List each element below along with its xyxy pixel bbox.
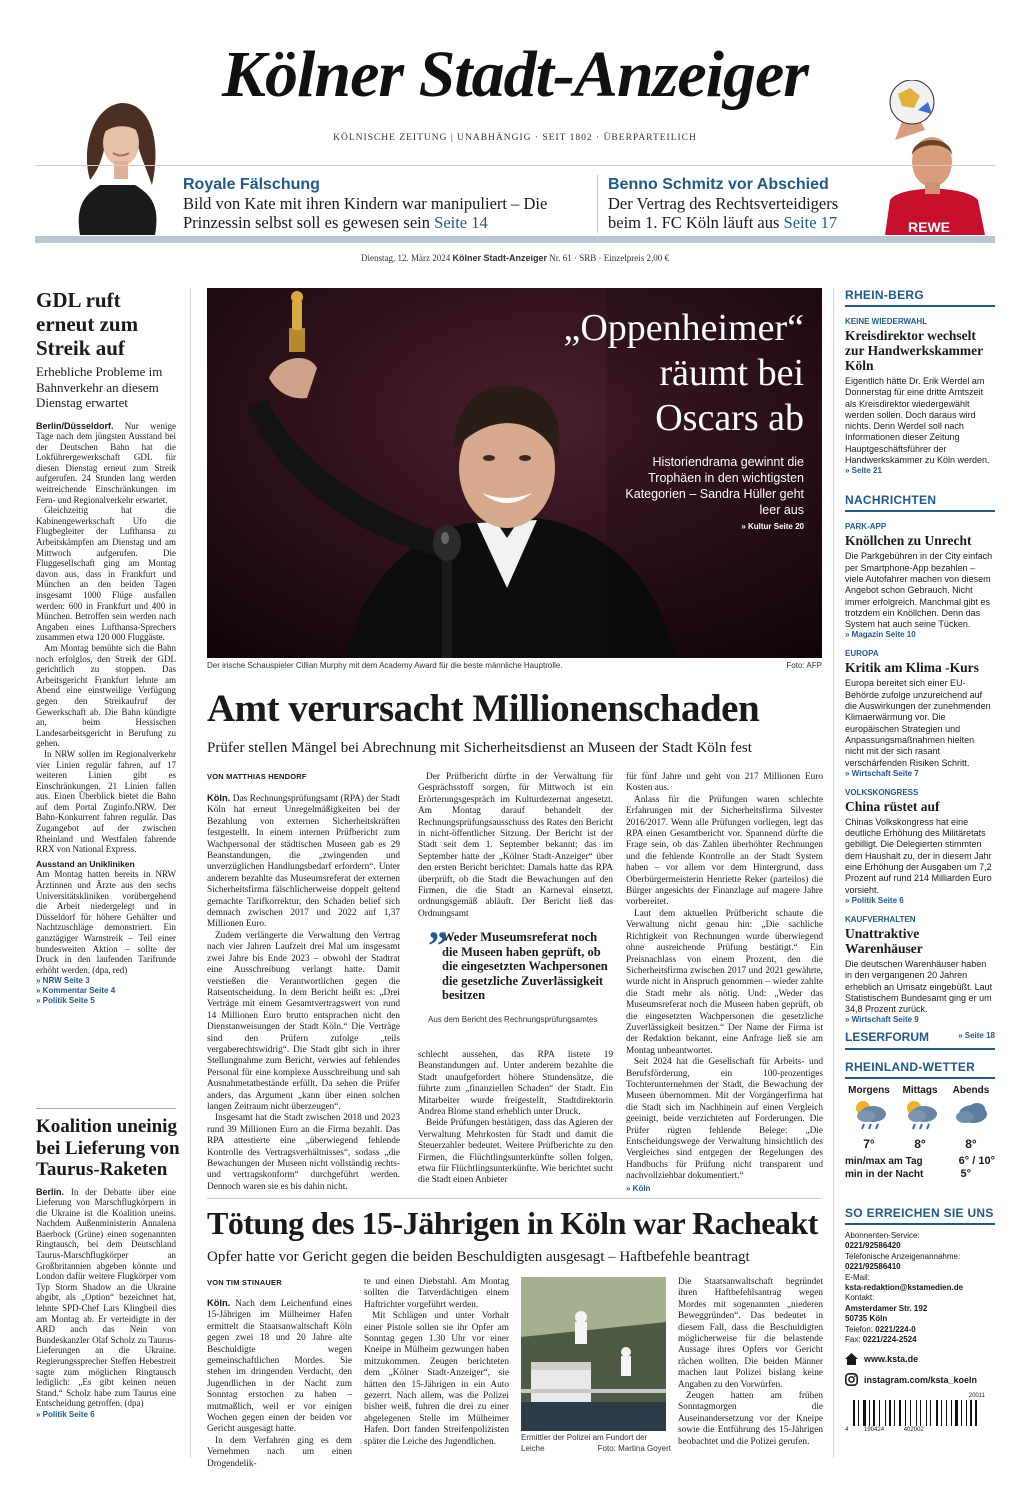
barcode-bar	[941, 1400, 942, 1426]
barcode-bar	[916, 1400, 917, 1426]
gdl-ref-nrw[interactable]: » NRW Seite 3	[36, 976, 90, 986]
amt-col2: Der Prüfbericht dürfte in der Verwaltung für Gesprächsstoff sorgen, für Mittwoch ist ein Erörterungsgespräch im Kulturdezernat angesetzt. Am Montag darauf behandelt der Rechnungsprüfungsausschuss des Rates den Bericht in nicht-öffentlicher Sitzung. Der Bericht ist der Stadt seit dem 1. September bekannt; das im September hatte der „Kölner Stadt-Anzeiger“ über den ersten Bericht berichtet: Damals hatte das RPA überprüft, ob die Stadt die Bewachungen auf den Firmen, die die Stadt an Karneval einsetzt, ordnungsgemäß abläuft. Der Bericht ließ das Ordnungsamt	[418, 772, 613, 919]
amt-subhead: Prüfer stellen Mängel bei Abrechnung mit Sicherheitsdienst an Museen der Stadt Köln fest	[207, 740, 752, 756]
weather-mittags: Mittags 8°	[896, 1085, 944, 1151]
amt-col1: Köln. Das Rechnungsprüfungsamt (RPA) der Stadt Köln hat erneut Unregelmäßigkeiten bei der Bezahlung von externen Sicherheitskräften festgestellt. In einem internen Prüfbericht zum Wachpersonal der städtischen Museen gab es 29 Beanstandungen, die „zwingenden und unverzüglichen Handlungsbedarf erfordern“. Unter anderem bezahlte das Museumsreferat der externen Sicherheitsfirma fälschlicherweise doppelt geltend gemachte Tarifkorrektur, den Schaden belief sich demnach zwischen 2017 und 2022 auf 1,37 Millionen Euro. Zudem verlängerte die Verwaltung den Vertrag nach vier Jahren Laufzeit drei Mal um insgesamt zwei Jahre bis Ende 2023 – obwohl der Stadtrat eine Ausschreibung verlangt hatte. Damit verstießen die Verantwortlichen gegen die Ratsentscheidung. In dem Bericht heißt es: „Drei Verträge mit einem Gesamtvertragswert von rund 14 Millionen Euro brutto entsprachen nicht den Dienstanweisungen der Stadt Köln.“ Die Verträge sind den Prüfern zufolge „teils vergaberechtswidrig“. Die Stadt gibt sich in ihrer Stellungnahme zum Bericht, verwies auf fehlendes Personal für eine komplexe Ausschreibung und sah Ausnahmetatbestände erfüllt. Da sehen die Prüfer anders, das Argument „kann über einen solchen langen Zeitraum nicht überzeugen“. Insgesamt hat die Stadt zwischen 2018 und 2023 rund 39 Millionen Euro an die Firma bezahlt. Das RPA attestierte eine „überwiegend fehlende Kontrolle des Vertragsverhältnisses“, sodass „die Bewachungen der Museen nicht vollständig rechts- und vertragskonform“ durchgeführt werden. Dennoch waren sie es bis dahin nicht.	[207, 793, 400, 1192]
leserforum-ref[interactable]: » Seite 18	[958, 1031, 995, 1040]
toetung-subhead: Opfer hatte vor Gericht gegen die beiden Beschuldigten ausgesagt – Haftbefehle beantragt	[207, 1249, 750, 1265]
toetung-headline: Tötung des 15-Jährigen in Köln war Racheakt	[207, 1205, 818, 1241]
weather-row	[845, 1085, 995, 1151]
barcode-bar	[856, 1400, 857, 1426]
barcode-bar	[910, 1400, 911, 1426]
barcode-bar	[887, 1400, 888, 1426]
masthead-tagline: KÖLNISCHE ZEITUNG | UNABHÄNGIG · SEIT 1802 · ÜBERPARTEILICH	[333, 133, 697, 143]
barcode-bar	[978, 1400, 979, 1426]
weather-minmax: min/max am Tag 6° / 10° min in der Nacht 5°	[845, 1155, 995, 1180]
home-icon	[845, 1353, 858, 1365]
taurus-body: Berlin. In der Debatte über eine Lieferung von Marschflugkörpern in die Ukraine ist die Koalition uneins. Nachdem Außenministerin Annalena Baerbock (Grüne) einen sogenannten Ringtausch, bei dem Deutschland Taurus-Marschflugkörper an Großbritannien abgeben könnte und London dafür weitere Flugkörper vom Typ Storm Shadow an die Ukraine abgibt, als „Option“ bezeichnet hat, lehnte SPD-Chef Lars Klingbeil dies am Montag ab. Er verteidigte in der ARD auch das Nein von Bundeskanzler Olaf Scholz zu Taurus-Lieferungen an die Ukraine. Regierungssprecher Steffen Hebestreit sagte zum möglichen Ringtausch lediglich: „Es gibt keinen neuen Stand.“ Scholz habe zum Taurus eine Entscheidung getroffen. (dpa) » Politik Seite 6	[36, 1186, 176, 1419]
amt-pullquote	[428, 923, 608, 1025]
amt-col2b: schlecht aussehen, das RPA listete 19 Beanstandungen auf. Unter anderem bezahlte die Stadt unaufgefordert höhere Stundensätze, die führte zum „finanziellen Schaden“ der Stadt. Ein Mitarbeiter wurde freigestellt, Stadtdirektorin Andrea Blome stand erheblich unter Druck. Beide Prüfungen bestätigen, dass das Agieren der Verwaltung Mehrkosten für Stadt und damit die Steuerzahler bedeutet. Weitere Prüfberichte zu den Firmen, die Flüchtlingsunterkünfte sollen folgen, etwa für Flüchtlingsunterkünfte. Wie berichtet sucht die Stadt einen Anbieter	[418, 1050, 613, 1186]
amt-ref[interactable]: » Köln	[626, 1183, 651, 1192]
barcode-bar	[951, 1400, 952, 1426]
barcode-bar	[966, 1400, 967, 1426]
brief-parkapp-ref[interactable]: » Magazin Seite 10	[845, 630, 916, 640]
brief-china: VOLKSKONGRESS China rüstet auf Chinas Volkskongress hat eine deutliche Erhöhung des Militäretats gebilligt. Die Delegierten stimmten dem Haushalt zu, der in diesem Jahr eine Erhöhung der Ausgaben um 7,2 Prozent auf rund 214 Milliarden Euro vorsieht. » Politik Seite 6	[845, 788, 995, 905]
toetung-col1: Köln. Nach dem Leichenfund eines 15-Jährigen im Mülheimer Hafen ermittelt die Staatsanwaltschaft Köln gegen zwei 18 und 20 Jahre alte Beschuldigte wegen gemeinschaftlichen Mordes. Sie stehen im dringenden Verdacht, den Jugendlichen in der Nacht zum Sonntag erstochen zu haben – mutmaßlich, weil er vor einigen Wochen gegen einen der beiden vor Gericht ausgesagt hatte. In dem Verfahren ging es dem Vernehmen nach um einen Drogendelik-	[207, 1298, 352, 1468]
quote-icon: ”	[428, 923, 448, 968]
barcode-bar	[863, 1400, 866, 1426]
rain-sun-icon	[849, 1098, 889, 1132]
brief-europa: EUROPA Kritik am Klima -Kurs Europa bereitet sich einer EU-Behörde zufolge unzureichend auf die Auswirkungen der zunehmenden Klimaerwärmung vor. Die europäischen Strategien und Anpassungsmaßnahmen hielten nicht mit der sich rasant verschärfenden Risiken Schritt. » Wirtschaft Seite 7	[845, 649, 995, 777]
barcode-bar	[932, 1400, 935, 1426]
barcode-bar	[858, 1400, 859, 1426]
contact-box	[845, 1206, 995, 1436]
gdl-ref-kommentar[interactable]: » Kommentar Seite 4	[36, 986, 116, 996]
weather-title: RHEINLAND-WETTER	[845, 1060, 995, 1079]
barcode-bar	[894, 1400, 895, 1426]
masthead	[0, 0, 1029, 245]
barcode-bar	[873, 1400, 875, 1426]
toetung-col3: Die Staatsanwaltschaft begründet ihren Haftbefehlsantrag wegen Mordes mit sogenannten „niederen Beweggründen“. Das bedeutet in diesem Fall, dass die Beschuldigten möglicherweise für die belastende Aussage ihres Opfers vor Gericht rächen wollten. Die beiden Männer machen laut Polizei bislang keine Angaben zu den Vorwürfen. Zeugen hatten am frühen Sonntagmorgen die Auseinandersetzung vor der Kneipe sowie die Entführung des 15-Jährigen beobachtet und die Polizei gerufen.	[678, 1277, 823, 1447]
barcode-bar	[948, 1400, 950, 1426]
barcode-bar	[867, 1400, 868, 1426]
barcode-bar	[930, 1400, 931, 1426]
amt-quote-text: Weder Museumsreferat noch die Museen haben geprüft, ob die eingesetzten Wachpersonen die gesetzliche Zuverlässigkeit besitzen	[442, 930, 608, 1002]
gdl-body: Berlin/Düsseldorf. Nur wenige Tage nach dem jüngsten Ausstand bei der Deutschen Bahn hat die Lokführergewerkschaft GDL für diesen Dienstag erneut zum Streik aufgerufen. 24 Stunden lang werden weitreichende Einschränkungen im Fern- und Regionalverkehr erwartet. Gleichzeitig hat die Kabinengewerkschaft Ufo die Flugbegleiter der Lufthansa zu Arbeitskämpfen am Dienstag und am Mittwoch aufgerufen. Die Fluggesellschaft ging am Montag davon aus, dass in Frankfurt und München an den beiden Tagen insgesamt 1000 Flüge ausfallen werden: 600 in Frankfurt und 400 in München. Betroffen sein werden nach Angaben eines Lufthansa-Sprechers zusammen etwa 120 000 Fluggäste. Am Montag bemühte sich die Bahn noch erfolglos, den Streik der GDL gerichtlich zu stoppen. Das Arbeitsgericht Frankfurt lehnte am Abend eine einstweilige Verfügung gegen den Streikaufruf der Gewerkschaft ab. Die Bahn kündigte an, beim Hessischen Landesarbeitsgericht in Berufung zu gehen. In NRW sollen im Regionalverkehr vier Linien regulär fahren, auf 17 weiteren Linien gibt es Einschränkungen, 21 Linien fallen aus. Einen Überblick bietet die Bahn auf dem Portal Zuginfo.NRW. Der Bahn-Konkurrent fahren regulär. Das Zugangebot auf der zwischen Rheinland und Westfalen fahrende RRX von National Express. Ausstand an Unikliniken Am Montag hatten bereits in NRW Ärztinnen und Ärzte aus den sechs Universitätskliniken vorübergehend die Arbeit niedergelegt und in Düsseldorf für höhere Gehälter und Nachtzuschläge demonstriert. Ein ganztägiger Warnstreik – Teil einer bundesweiten Aktion – sollte der Druck in den laufenden Tarifrunde erhöht werden. (dpa, red) » NRW Seite 3 » Kommentar Seite 4 » Politik Seite 5	[36, 420, 176, 1006]
gdl-subhead: Erhebliche Probleme im Bahnverkehr an diesem Dienstag erwartet	[36, 364, 163, 410]
article-gdl	[36, 288, 196, 1006]
weather-morgens: Morgens 7°	[848, 1085, 890, 1151]
right-col-rule	[833, 288, 834, 1458]
barcode-bar	[892, 1400, 893, 1426]
teaser-benno-kicker: Benno Schmitz vor Abschied	[608, 176, 829, 193]
barcode-bar	[953, 1400, 954, 1426]
barcode-bar	[928, 1400, 929, 1426]
barcode-bar	[926, 1400, 927, 1426]
barcode-bar	[889, 1400, 891, 1426]
barcode-bar	[943, 1400, 945, 1426]
barcode-bars	[853, 1400, 993, 1426]
toetung-byline: VON TIM STINAUER	[207, 1278, 282, 1287]
brief-china-ref[interactable]: » Politik Seite 6	[845, 895, 904, 905]
barcode-bar	[881, 1400, 884, 1426]
teaser-benno-ref[interactable]: Seite 17	[783, 213, 838, 232]
brief-werdel-ref[interactable]: » Seite 21	[845, 466, 882, 476]
barcode-bar	[923, 1400, 925, 1426]
barcode-bar	[907, 1400, 910, 1426]
teaser-divider	[597, 175, 598, 233]
teaser-royal[interactable]	[183, 175, 583, 232]
contact-title: SO ERREICHEN SIE UNS	[845, 1206, 995, 1225]
barcode-bar	[968, 1400, 969, 1426]
weather-abends: Abends 8°	[952, 1085, 990, 1151]
kate-photo	[60, 85, 175, 235]
barcode-bar	[871, 1400, 872, 1426]
amt-col3: für fünf Jahre und geht von 217 Millionen Euro Kosten aus. Anlass für die Prüfungen waren schlechte Erfahrungen mit der Sicherheitsfirma Silvester 2016/2017. Wenn alle Prüfungen vorliegen, legt das RPA einen Gesamtbericht vor. Spannend dürfte die Frage sein, ob das Zahlen überhöhter Rechnungen und die fehlende Kontrolle an der Stadt System haben – vor allem vor dem Hintergrund, dass Oberbürgermeisterin Henriette Reker (parteilos) die Bürger angesichts der Finanzlage auf magere Jahre vorbereitet. Laut dem aktuellen Prüfbericht schaute die Verwaltung nicht genau hin: „Die sachliche Richtigkeit von Rechnungen wurde überwiegend ohne ausreichende Prüfung bestätigt.“ Ein Preisnachlass von einem Prozent, den die Sicherheitsfirma zwischen 2017 und 2021 gewährte, wurde nicht in Anspruch genommen – wieder zahlte die Stadt mehr als nötig. Und: „Weder das Museumsreferat noch die Museen haben geprüft, ob die eingesetzten Wachpersonen die gesetzliche Zuverlässigkeit besitzen.“ Der Name der Firma ist der Redaktion bekannt, eine Anfrage ließ sie am Montag unbeantwortet. Seit 2024 hat die Gesellschaft für Arbeits- und Berufsförderung, ein 100-prozentiges Tochterunternehmen der Stadt, die Bewachung der Museen übernommen. Mit der Vorgängerfirma hat die Stadt sich im Nachhinein auf einen Vergleich geeinigt, beide verzichteten auf Forderungen. Die Prüfer rügten fehlende Belege: „Die Entscheidungswege der Verwaltung hinsichtlich des Vergleiches sind entgegen der Regelungen des Handbuchs für Prüfung nicht transparent und nachvollziehbar dokumentiert.“ » Köln	[626, 772, 823, 1192]
weather-box	[845, 1060, 995, 1181]
leserforum[interactable]	[845, 1028, 995, 1050]
barcode-bar	[955, 1400, 958, 1426]
amt-rule	[207, 1198, 822, 1199]
barcode-bar	[959, 1400, 960, 1426]
lead-title: „Oppenheimer“ räumt bei Oscars ab	[563, 307, 804, 439]
barcode-bar	[973, 1400, 974, 1426]
barcode-bar	[920, 1400, 922, 1426]
left-col-rule	[190, 288, 191, 1458]
barcode-bar	[975, 1400, 977, 1426]
brief-warenhaeuser: KAUFVERHALTEN Unattraktive Warenhäuser Die deutschen Warenhäuser haben in den vergangenen 20 Jahren erheblich an Umsatz eingebüßt. Laut Statistischem Bundesamt ging er um 34,8 Prozent zurück. » Wirtschaft Seite 9	[845, 915, 995, 1024]
lead-ref[interactable]: » Kultur Seite 20	[741, 522, 804, 531]
teaser-royal-ref[interactable]: Seite 14	[434, 213, 488, 232]
lead-credit: Foto: AFP	[786, 661, 822, 670]
instagram-icon	[845, 1373, 858, 1386]
masthead-rule	[35, 165, 995, 166]
barcode-bar	[918, 1400, 919, 1426]
toetung-photo	[521, 1277, 666, 1431]
barcode-bar	[885, 1400, 886, 1426]
amt-byline: VON MATTHIAS HENDORF	[207, 772, 307, 781]
taurus-headline: Koalition uneinig bei Lieferung von Taurus-Raketen	[36, 1116, 180, 1180]
brief-werdel: KEINE WIEDERWAHL Kreisdirektor wechselt zur Handwerkskammer Köln Eigentlich hätte Dr. Erik Werdel am Donnerstag für eine dritte Amtszeit als Kreisdirektor wiedergewählt werden sollen. Doch daraus wird nichts. Denn Werdel soll nach Informationen dieser Zeitung Hauptgeschäftsführer der Handwerkskammer zu Köln werden. » Seite 21	[845, 317, 995, 475]
section-nachrichten: NACHRICHTEN	[845, 493, 995, 512]
barcode-bar	[860, 1400, 862, 1426]
barcode-bar	[899, 1400, 901, 1426]
amt-headline: Amt verursacht Millionenschaden	[207, 687, 760, 730]
benno-photo	[870, 80, 995, 235]
brief-europa-ref[interactable]: » Wirtschaft Seite 7	[845, 768, 919, 778]
barcode-bar	[902, 1400, 903, 1426]
masthead-blue-bar	[35, 236, 995, 243]
instagram-link[interactable]: instagram.com/ksta_koeln	[845, 1373, 995, 1386]
barcode-bar	[961, 1400, 962, 1426]
barcode-bar	[939, 1400, 940, 1426]
barcode-bar	[869, 1400, 870, 1426]
leserforum-title: LESERFORUM	[845, 1030, 929, 1044]
barcode-bar	[946, 1400, 947, 1426]
lead-subtitle: Historiendrama gewinnt die Trophäen in den wichtigsten Kategorien – Sandra Hüller geht leer aus	[625, 455, 804, 517]
barcode-bar	[876, 1400, 878, 1426]
brief-warenhaeuser-ref[interactable]: » Wirtschaft Seite 9	[845, 1015, 919, 1025]
barcode-bar	[963, 1400, 965, 1426]
barcode-bar	[913, 1400, 915, 1426]
barcode-bar	[905, 1400, 906, 1426]
left-separator	[36, 1108, 176, 1109]
taurus-ref[interactable]: » Politik Seite 6	[36, 1409, 95, 1419]
barcode: 20011 4 190424 402002	[845, 1396, 995, 1436]
barcode-bar	[896, 1400, 898, 1426]
barcode-bar	[879, 1400, 880, 1426]
section-rhein-berg: RHEIN-BERG	[845, 288, 995, 307]
svg-text:REWE: REWE	[908, 219, 950, 235]
barcode-bar	[853, 1400, 855, 1426]
web-link[interactable]: www.ksta.de	[845, 1353, 995, 1365]
toetung-col2: te und einen Diebstahl. Am Montag sollten die Tatverdächtigen einem Haftrichter vorgeführt werden. Mit Schlägen und unter Vorhalt einer Pistole sollen sie ihr Opfer am Sonntag gegen 1.30 Uhr vor einer Kneipe in Mülheim gezwungen haben mitzukommen. Zeugen berichteten dem „Kölner Stadt-Anzeiger“, sie hätten den 15-Jährigen in ein Auto gezerrt. Nach allem, was die Polizei bisher weiß, fuhren die drei zu einer abgelegenen Stelle im Mülheimer Hafen. Dort fanden Streifenpolizisten später die Leiche des Jugendlichen.	[364, 1277, 509, 1447]
lead-caption: Der irische Schauspieler Cillian Murphy mit dem Academy Award für die beste männliche Hauptrolle.	[207, 661, 563, 670]
lead-photo	[207, 288, 822, 658]
contact-list: Abonnenten-Service: 0221/92586420 Telefonische Anzeigenannahme: 0221/92586410 E-Mail: ksta-redaktion@kstamedien.de Kontakt: Amsterdamer Str. 192 50735 Köln Telefon: 0221/224-0 Fax: 0221/224-2524	[845, 1231, 964, 1345]
teaser-benno-text: Der Vertrag des Rechtsverteidigers beim 1. FC Köln läuft aus Seite 17	[608, 194, 839, 232]
teaser-benno[interactable]	[608, 175, 873, 232]
teaser-royal-text: Bild von Kate mit ihren Kindern war manipuliert – Die Prinzessin selbst soll es gewesen sein Seite 14	[183, 194, 548, 232]
barcode-bar	[970, 1400, 972, 1426]
teaser-royal-kicker: Royale Fälschung	[183, 176, 320, 193]
toetung-caption: Ermittler der Polizei am Fundort der Leiche Foto: Martina Goyert	[521, 1433, 671, 1453]
gdl-headline: GDL ruft erneut zum Streik auf	[36, 288, 139, 360]
barcode-bar	[936, 1400, 938, 1426]
brief-parkapp: PARK-APP Knöllchen zu Unrecht Die Parkgebühren in der City einfach per Smartphone-App bezahlen – viele Autofahrer machen von diesem Angebot schon Gebrauch. Nicht immer erfolgreich. Manchmal gibt es trotzdem ein Knöllchen. Denn das System hat auch seine Tücken. » Magazin Seite 10	[845, 522, 995, 639]
amt-quote-source: Aus dem Bericht des Rechnungsprüfungsamtes	[428, 1014, 598, 1024]
rain-sun-icon	[900, 1098, 940, 1132]
masthead-title: Kölner Stadt-Anzeiger	[222, 38, 808, 111]
gdl-ref-politik[interactable]: » Politik Seite 5	[36, 996, 95, 1006]
cloud-icon	[951, 1098, 991, 1132]
dateline: Dienstag, 12. März 2024 Kölner Stadt-Anzeiger Nr. 61 · SRB · Einzelpreis 2,00 €	[361, 253, 669, 263]
article-taurus	[36, 1116, 181, 1420]
right-column	[845, 288, 995, 1024]
